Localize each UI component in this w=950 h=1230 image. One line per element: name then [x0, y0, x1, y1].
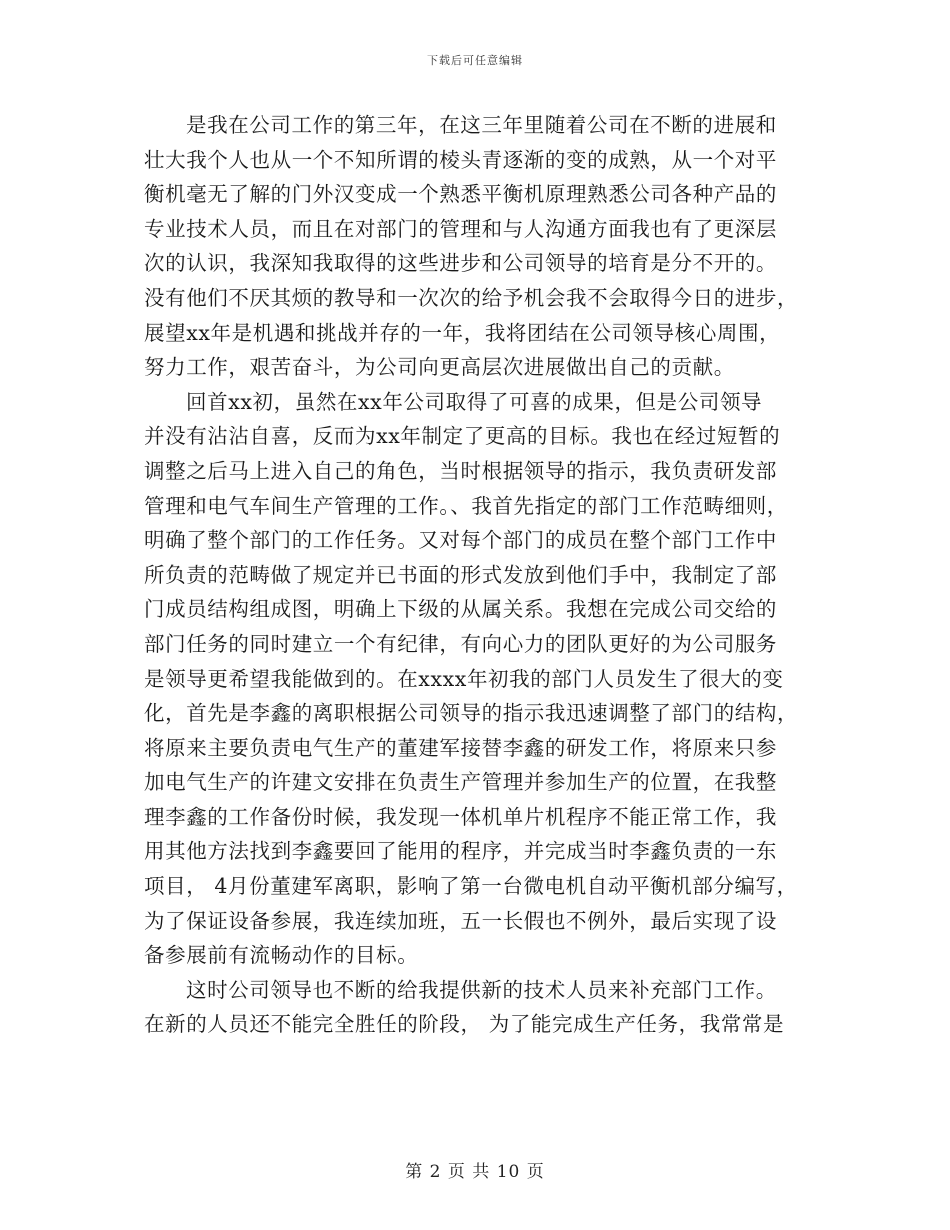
text-line: 回首xx初，虽然在xx年公司取得了可喜的成果，但是公司领导 [186, 389, 763, 414]
text-line: 门成员结构组成图，明确上下级的从属关系。我想在完成公司交给的 [144, 597, 777, 622]
document-body [144, 108, 808, 1042]
text-line: 项目， 4月份董建军离职，影响了第一台微电机自动平衡机部分编写， [144, 874, 798, 899]
text-line: 壮大我个人也从一个不知所谓的棱头青逐渐的变的成熟，从一个对平 [144, 147, 777, 172]
text-line: 没有他们不厌其烦的教导和一次次的给予机会我不会取得今日的进步， [144, 285, 799, 310]
text-line: 加电气生产的许建文安排在负责生产管理并参加生产的位置，在我整 [144, 770, 777, 795]
text-line: 专业技术人员，而且在对部门的管理和与人沟通方面我也有了更深层 [144, 216, 777, 241]
text-line: 化，首先是李鑫的离职根据公司领导的指示我迅速调整了部门的结构， [144, 701, 799, 726]
page-number: 第 2 页 共 10 页 [405, 1162, 545, 1182]
text-line: 调整之后马上进入自己的角色，当时根据领导的指示，我负责研发部 [144, 458, 777, 483]
text-line: 努力工作，艰苦奋斗，为公司向更高层次进展做出自己的贡献。 [144, 355, 735, 380]
text-line: 为了保证设备参展，我连续加班，五一长假也不例外，最后实现了设 [144, 908, 777, 933]
text-line: 管理和电气车间生产管理的工作。、我首先指定的部门工作范畴细则， [144, 493, 788, 518]
paragraph-1 [144, 108, 808, 385]
text-line: 部门任务的同时建立一个有纪律，有向心力的团队更好的为公司服务 [144, 631, 777, 656]
text-line: 次的认识，我深知我取得的这些进步和公司领导的培育是分不开的。 [144, 251, 777, 276]
text-line: 明确了整个部门的工作任务。又对每个部门的成员在整个部门工作中 [144, 528, 777, 553]
text-line: 这时公司领导也不断的给我提供新的技术人员来补充部门工作。 [186, 977, 777, 1002]
text-line: 展望xx年是机遇和挑战并存的一年，我将团结在公司领导核心周围， [144, 320, 781, 345]
page-header: 下载后可任意编辑 [427, 54, 523, 67]
text-line: 所负责的范畴做了规定并已书面的形式发放到他们手中，我制定了部 [144, 562, 777, 587]
text-line: 是我在公司工作的第三年，在这三年里随着公司在不断的进展和 [186, 113, 777, 137]
paragraph-2 [144, 385, 808, 973]
text-line: 在新的人员还不能完全胜任的阶段， 为了能完成生产任务，我常常是 [144, 1012, 785, 1037]
text-line: 是领导更希望我能做到的。在xxxx年初我的部门人员发生了很大的变 [144, 666, 784, 691]
text-line: 将原来主要负责电气生产的董建军接替李鑫的研发工作，将原来只参 [144, 735, 777, 760]
text-line: 用其他方法找到李鑫要回了能用的程序，并完成当时李鑫负责的一东 [144, 839, 777, 864]
paragraph-3 [144, 973, 808, 1042]
text-line: 并没有沾沾自喜，反而为xx年制定了更高的目标。我也在经过短暂的 [144, 424, 781, 449]
text-line: 备参展前有流畅动作的目标。 [144, 943, 419, 968]
text-line: 理李鑫的工作备份时候，我发现一体机单片机程序不能正常工作，我 [144, 804, 777, 829]
text-line: 衡机毫无了解的门外汉变成一个熟悉平衡机原理熟悉公司各种产品的 [144, 182, 777, 207]
